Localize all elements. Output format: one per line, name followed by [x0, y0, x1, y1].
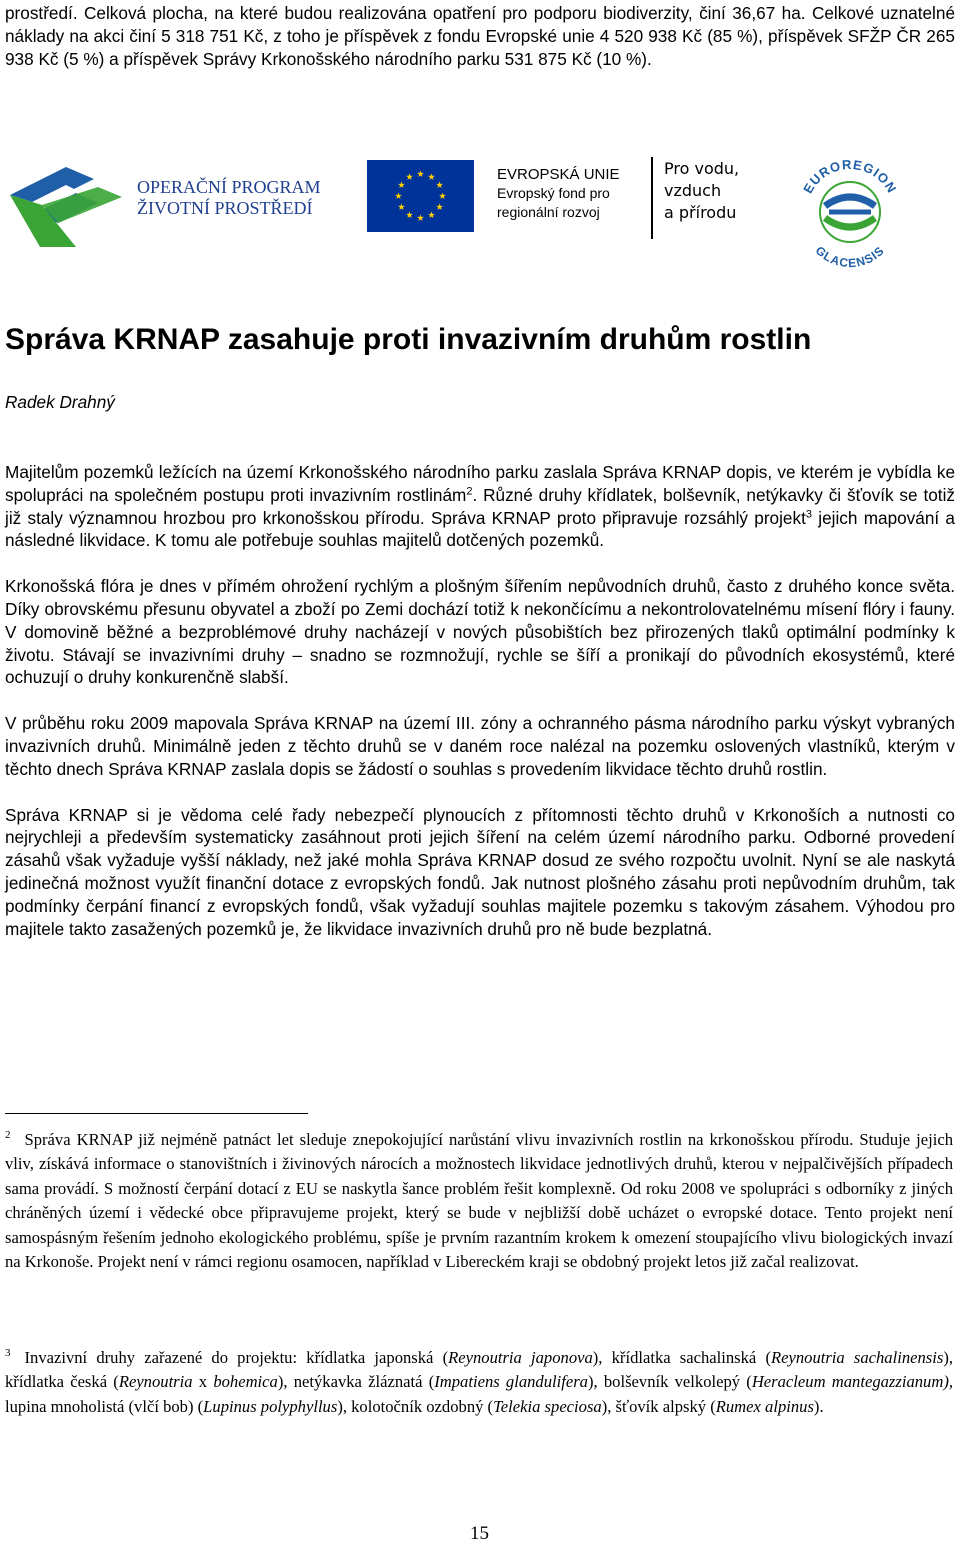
opz-line-2: ŽIVOTNÍ PROSTŘEDÍ	[137, 198, 313, 218]
article-paragraph-4: Správa KRNAP si je vědoma celé řady nebezpečí plynoucích z přítomnosti těchto druhů v Krkonoších a nutnosti co nejrychleji a především systematicky zasáhnout proti jejich šíření na celém území národního parku. Odborné provedení zásahů však vyžaduje vyšší náklady, než jaké mohla Správa KRNAP dosud ze svého rozpočtu uvolnit. Nyní se ale naskytá jedinečná možnost využít finanční dotace z evropských fondů. Jak nutnost plošného zásahu proti nepůvodním druhům, tak podmínky čerpání financí z evropských fondů, však vyžadují souhlas majitele pozemku s takovým zásahem. Výhodou pro majitele takto zasažených pozemků je, že likvidace invazivních druhů pro ně bude bezplatná.	[5, 804, 955, 939]
footnote-ref-3[interactable]: 3	[805, 507, 812, 520]
svg-text:EUROREGION: EUROREGION	[800, 156, 900, 196]
article-body	[5, 461, 955, 963]
article-author: Radek Drahný	[5, 392, 115, 412]
p1-text-2: . Různé druhy křídlatek, bolševník, netýkavky či šťovík se totiž již staly významnou hrozbou pro krkonošskou přírodu. Správa KRNAP proto připravuje rozsáhlý projekt	[5, 484, 955, 528]
pro-vodu-slogan	[664, 158, 739, 224]
fn3-t4: ), netýkavka žláznatá (	[277, 1372, 435, 1392]
fn3-t9: ).	[813, 1396, 824, 1416]
euroregion-glacensis-logo	[795, 150, 905, 274]
fn3-species-5: Heracleum mantegazzianum),	[751, 1372, 954, 1392]
fn3-t6: lupina mnoholistá (vlčí bob) (	[5, 1396, 204, 1416]
op-zivotni-prostredi-logo	[6, 165, 126, 249]
fn3-t3: ), křídlatka česká (	[5, 1348, 953, 1392]
article-paragraph-1	[5, 461, 955, 552]
article-paragraph-3: V průběhu roku 2009 mapovala Správa KRNAP na území III. zóny a ochranného pásma národního parku výskyt vybraných invazivních druhů. Minimálně jeden z těchto druhů se v daném roce nalézal na pozemku oslovených vlastníků, kterým v těchto dnech Správa KRNAP zaslala dopis se žádostí o souhlas s provedením likvidace těchto druhů rostlin.	[5, 713, 955, 779]
eu-line-2: Evropský fond pro	[497, 185, 610, 201]
fn3-species-6: Lupinus polyphyllus	[203, 1396, 338, 1416]
logo-divider	[651, 157, 653, 239]
fn3-species-3a: Reynoutria	[118, 1372, 193, 1392]
fn3-species-2: Reynoutria sachalinensis	[770, 1348, 944, 1367]
intro-paragraph: prostředí. Celková plocha, na které budou realizována opatření pro podporu biodiverzity, činí 36,67 ha. Celkové uznatelné náklady na akci činí 5 318 751 Kč, z toho je příspěvek z fondu Evropské unie 4 520 938 Kč (85 %), příspěvek SFŽP ČR 265 938 Kč (5 %) a příspěvek Správy Krkonošského národního parku 531 875 Kč (10 %).	[5, 3, 955, 69]
fn3-t1: Invazivní druhy zařazené do projektu: křídlatka japonská (	[24, 1348, 449, 1367]
p1-text-3: jejich mapování a následné likvidace. K tomu ale potřebuje souhlas majitelů dotčených pozemků.	[5, 507, 955, 551]
footnote-2-mark: 2	[5, 1129, 11, 1142]
fn3-t7: ), kolotočník ozdobný (	[337, 1396, 494, 1416]
footnote-3	[5, 1346, 953, 1419]
eu-flag-icon	[367, 160, 474, 232]
p1-text-1: Majitelům pozemků ležících na území Krkonošského národního parku zaslala Správa KRNAP dopis, ve kterém je vybídla ke spolupráci na společném postupu proti invazivním rostlinám	[5, 462, 955, 505]
eu-line-3: regionální rozvoj	[497, 204, 600, 220]
footnote-ref-2[interactable]: 2	[466, 485, 473, 498]
page-number: 15	[470, 1523, 489, 1544]
slogan-line-3: a přírodu	[664, 203, 737, 222]
eu-line-1: EVROPSKÁ UNIE	[497, 166, 620, 183]
footnote-2-text: Správa KRNAP již nejméně patnáct let sleduje znepokojující narůstání vlivu invazivních rostlin na krkonošskou přírodu. Studuje jejich vliv, získává informace o stanovištních i živinových nárocích a možnostech likvidace jednotlivých druhů, kterou v nejpalčivějších případech sama provádí. S možností čerpání dotací z EU se naskytla šance problém řešit komplexně. Od roku 2008 ve spolupráci s odborníky z jiných chráněných území i vědecké obce připravujeme projekt, který se bude v nejbližší době ucházet o evropské dotace. Tento projekt není samospásným řešením jednoho ekologického problému, spíše je prvním razantním krokem k omezení stoupajícího vlivu biologických invazí na Krkonoše. Projekt není v rámci regionu osamocen, například v Libereckém kraji se obdobný projekt letos již začal realizovat.	[5, 1130, 953, 1272]
fn3-t8: ), šťovík alpský (	[601, 1396, 716, 1416]
fn3-species-1: Reynoutria japonova	[448, 1348, 593, 1367]
slogan-line-2: vzduch	[664, 181, 722, 200]
slogan-line-1: Pro vodu,	[664, 159, 740, 178]
fn3-species-4: Impatiens glandulifera	[434, 1372, 588, 1392]
footnote-3-mark: 3	[5, 1347, 11, 1360]
fn3-t3b: x	[192, 1372, 214, 1392]
fn3-t2: ), křídlatka sachalinská (	[592, 1348, 771, 1367]
article-title: Správa KRNAP zasahuje proti invazivním druhům rostlin	[5, 323, 812, 356]
svg-text:GLACENSIS: GLACENSIS	[812, 243, 888, 271]
fn3-species-7: Telekia speciosa	[493, 1396, 602, 1416]
footnote-separator	[5, 1113, 308, 1114]
fn3-species-3b: bohemica	[213, 1372, 278, 1392]
footnote-2	[5, 1128, 953, 1274]
article-paragraph-2: Krkonošská flóra je dnes v přímém ohrožení rychlým a plošným šířením nepůvodních druhů, často z druhého konce světa. Díky obrovskému přesunu obyvatel a zboží po Zemi dochází totiž k nekončícímu a nekontrolovatelnému mísení flóry i fauny. V domovině běžné a bezproblémové druhy nacházejí v nových působištích bez přirozených tlaků optimální podmínky k životu. Stávají se invazivními druhy – snadno se rozmnožují, rychle se šíří a pronikají do původních ekosystémů, které ochuzují o druhy konkurenčně slabší.	[5, 576, 955, 688]
fn3-species-8: Rumex alpinus	[715, 1396, 814, 1416]
opz-line-1: OPERAČNÍ PROGRAM	[137, 177, 321, 197]
op-zivotni-prostredi-text	[137, 177, 321, 219]
eu-fund-text	[497, 165, 620, 222]
fn3-t5: ), bolševník velkolepý (	[587, 1372, 752, 1392]
